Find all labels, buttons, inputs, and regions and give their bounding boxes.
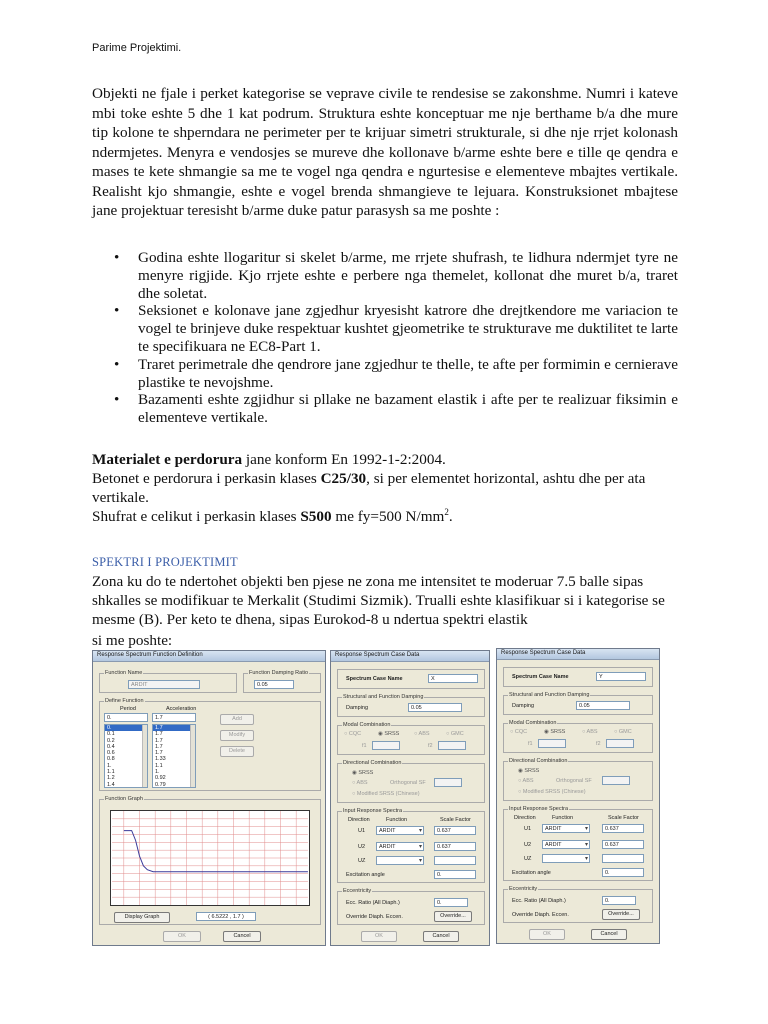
document-header: Parime Projektimi. xyxy=(92,42,182,54)
case-name-group: Spectrum Case Name Y xyxy=(503,667,653,687)
ok-button[interactable]: OK xyxy=(361,931,397,942)
input-spectra-group: Input Response Spectra Direction Function Scale Factor U1 ARDIT ▾ 0.637 U2 ARDIT ▾ 0.637 UZ ▾ Excitation angle 0. xyxy=(503,809,653,881)
define-function-group: Define Function Period Acceleration 0. 1.7 0. 0.1 0.2 0.4 0.6 0.8 1. 1.1 1.2 1.4 1.7 1.7 1.7 1.7 1.7 1.33 1.1 1. 0.92 0.79 Add Modify Delete xyxy=(99,701,321,791)
list-item[interactable]: 1.2 xyxy=(107,775,115,782)
materials-heading: Materialet e perdorura xyxy=(92,451,243,468)
radio-abs[interactable]: ○ ABS xyxy=(414,731,430,737)
function-graph-group: Function Graph Display Graph ( 6.5222 , 1.7 ) xyxy=(99,799,321,925)
radio-gmc[interactable]: ○ GMC xyxy=(446,731,464,737)
damping-group: Function Damping Ratio 0.05 xyxy=(243,673,321,693)
radio-cqc[interactable]: ○ CQC xyxy=(344,731,362,737)
excitation-angle-input[interactable]: 0. xyxy=(602,868,644,877)
list-item: • Seksionet e kolonave jane zgjedhur kryesisht katrore dhe drejtkendore me variacion te vogel te brinjeve duke respektuar kushtet gjeometrike te strukturave me duktilitet te larte te specifikuara ne EC8-Part 1. xyxy=(114,302,678,355)
spectrum-graph xyxy=(110,810,310,906)
acceleration-scrollbar[interactable] xyxy=(190,725,195,787)
list-item[interactable]: 1. xyxy=(107,762,112,769)
radio-gmc[interactable]: ○ GMC xyxy=(614,729,632,735)
directional-combination-group: Directional Combination ◉ SRSS ○ ABS Orthogonal SF ○ Modified SRSS (Chinese) xyxy=(337,763,485,803)
dialog-title: Response Spectrum Function Definition xyxy=(93,651,325,662)
uz-function-select[interactable] xyxy=(542,854,590,863)
eccentricity-group: Eccentricity Ecc. Ratio (All Diaph.) 0. Override Diaph. Eccen. Override... xyxy=(337,891,485,925)
bullet-icon: • xyxy=(114,355,120,373)
list-item[interactable]: 0.2 xyxy=(107,737,115,744)
list-item[interactable]: 0. xyxy=(105,725,147,731)
ok-button[interactable]: OK xyxy=(529,929,565,940)
u2-function-select[interactable]: ARDIT ▾ xyxy=(376,842,424,851)
steel-class: S500 xyxy=(300,508,332,525)
period-input[interactable]: 0. xyxy=(104,713,148,722)
materials-section: Materialet e perdorura jane konform En 1992-1-2:2004. Betonet e perdorura i perkasin klases C25/30, si per elementet horizontal, ashtu dhe per ata vertikale. Shufrat e celikut i perkasin klases S500 me fy=500 $N/mm^2$. xyxy=(92,451,646,525)
damping-group: Structural and Function Damping Damping 0.05 xyxy=(503,695,653,715)
f1-input[interactable] xyxy=(538,739,566,748)
u1-function-select[interactable]: ARDIT ▾ xyxy=(542,824,590,833)
function-name-input[interactable]: ARDIT xyxy=(128,680,200,689)
uz-scale-input[interactable] xyxy=(602,854,644,863)
directional-combination-group: Directional Combination ◉ SRSS ○ ABS Orthogonal SF ○ Modified SRSS (Chinese) xyxy=(503,761,653,801)
cancel-button[interactable]: Cancel xyxy=(591,929,627,940)
u1-function-select[interactable]: ARDIT ▾ xyxy=(376,826,424,835)
orthogonal-sf-input[interactable] xyxy=(602,776,630,785)
f1-input[interactable] xyxy=(372,741,400,750)
list-item[interactable]: 0.79 xyxy=(155,781,166,788)
list-item[interactable]: 1.1 xyxy=(107,769,115,776)
case-name-group: Spectrum Case Name X xyxy=(337,669,485,689)
list-item[interactable]: 1.7 xyxy=(155,743,163,750)
list-item[interactable]: 0.92 xyxy=(155,775,166,782)
list-item[interactable]: 1.7 xyxy=(155,731,163,738)
radio-dir-srss[interactable]: ◉ SRSS xyxy=(352,770,374,776)
uz-function-select[interactable] xyxy=(376,856,424,865)
list-item: • Bazamenti eshte zgjidhur si pllake ne bazament elastik i afte per te realizuar fiksimin e elementeve vertikale. xyxy=(114,391,678,427)
eccentricity-group: Eccentricity Ecc. Ratio (All Diaph.) 0. Override Diaph. Eccen. Override... xyxy=(503,889,653,923)
radio-dir-abs[interactable]: ○ ABS xyxy=(518,778,534,784)
u2-scale-input[interactable]: 0.637 xyxy=(434,842,476,851)
coordinate-readout: ( 6.5222 , 1.7 ) xyxy=(196,912,256,921)
damping-group: Structural and Function Damping Damping 0.05 xyxy=(337,697,485,717)
u1-scale-input[interactable]: 0.637 xyxy=(602,824,644,833)
u2-scale-input[interactable]: 0.637 xyxy=(602,840,644,849)
bullet-icon: • xyxy=(114,302,120,320)
orthogonal-sf-input[interactable] xyxy=(434,778,462,787)
radio-dir-modified[interactable]: ○ Modified SRSS (Chinese) xyxy=(352,791,420,797)
input-spectra-group: Input Response Spectra Direction Function Scale Factor U1 ARDIT ▾ 0.637 U2 ARDIT ▾ 0.637 UZ ▾ Excitation angle 0. xyxy=(337,811,485,883)
radio-dir-abs[interactable]: ○ ABS xyxy=(352,780,368,786)
bullet-icon: • xyxy=(114,249,120,266)
list-item[interactable]: 0.4 xyxy=(107,743,115,750)
acceleration-input[interactable]: 1.7 xyxy=(152,713,196,722)
list-item: • Godina eshte llogaritur si skelet b/arme, me rrjete shufrash, te lidhura ndermjet tyre ne menyre rigjide. Kjo rrjete eshte e perbere nga themelet, kollonat dhe muret b/a, traret dhe soletat. xyxy=(114,249,678,302)
spectrum-heading: SPEKTRI I PROJEKTIMIT xyxy=(92,555,238,569)
case-dialog-x xyxy=(330,650,490,946)
override-button[interactable]: Override... xyxy=(434,911,472,922)
case-name-input[interactable]: Y xyxy=(596,672,646,681)
design-principles-list xyxy=(92,249,678,427)
function-name-group: Function Name ARDIT xyxy=(99,673,237,693)
case-dialog-y xyxy=(496,648,660,944)
damping-input[interactable]: 0.05 xyxy=(576,701,630,710)
display-graph-button[interactable]: Display Graph xyxy=(114,912,170,923)
add-button[interactable]: Add xyxy=(220,714,254,725)
modify-button[interactable]: Modify xyxy=(220,730,254,741)
intro-paragraph: Objekti ne fjale i perket kategorise se veprave civile te rendesise se zakonshme. Numri i kateve mbi toke eshte 5 dhe 1 kat podrum. Struktura eshte konceptuar me nje berthame b/a dhe mure tip kolone te shperndara ne perimeter per te krijuar simetri strukturale, si dhe nje rrjet kolonash ndermjetes. Menyra e vendosjes se mureve dhe kollonave b/arme eshte bere e tille qe qendra e mases te kete shmangie sa me te vogel nga qendra e ngurtesise e elementeve mbajtes vertikale. Realisht kjo shmangie, eshte e vogel brenda shmangieve te lejuara. Konstruksionet mbajtese jane projektuar teresisht b/arme duke patur parasysh sa me poshte : xyxy=(92,85,678,219)
list-item[interactable]: 1.7 xyxy=(155,737,163,744)
damping-ratio-input[interactable]: 0.05 xyxy=(254,680,294,689)
u1-scale-input[interactable]: 0.637 xyxy=(434,826,476,835)
period-scrollbar[interactable] xyxy=(142,725,147,787)
dialog-title: Response Spectrum Case Data xyxy=(497,649,659,660)
list-item[interactable]: 0.8 xyxy=(107,756,115,763)
spectrum-paragraph: Zona ku do te ndertohet objekti ben pjese ne zona me intensitet te moderuar 7.5 balle sipas shkalles se modifikuar te Merkalit (Studimi Sizmik). Trualli eshte klasifikuar si i kategorise se mesme (B). Per keto te dhena, sipas Eurokod-8 u ndertua spektri elastik xyxy=(92,573,665,628)
radio-dir-modified[interactable]: ○ Modified SRSS (Chinese) xyxy=(518,789,586,795)
list-item[interactable]: 0.6 xyxy=(107,750,115,757)
ok-button[interactable]: OK xyxy=(163,931,201,942)
radio-srss[interactable]: ◉ SRSS xyxy=(378,731,400,737)
list-item[interactable]: 1.33 xyxy=(155,756,166,763)
list-item[interactable]: 0.1 xyxy=(107,731,115,738)
f2-input[interactable] xyxy=(438,741,466,750)
damping-input[interactable]: 0.05 xyxy=(408,703,462,712)
uz-scale-input[interactable] xyxy=(434,856,476,865)
cancel-button[interactable]: Cancel xyxy=(223,931,261,942)
u2-function-select[interactable]: ARDIT ▾ xyxy=(542,840,590,849)
dialog-title: Response Spectrum Case Data xyxy=(331,651,489,662)
excitation-angle-input[interactable]: 0. xyxy=(434,870,476,879)
f2-input[interactable] xyxy=(606,739,634,748)
list-item: • Traret perimetrale dhe qendrore jane zgjedhur te thelle, te afte per formimin e cernierave plastike te nevojshme. xyxy=(114,355,678,391)
list-item[interactable]: 1.7 xyxy=(155,750,163,757)
function-definition-dialog xyxy=(92,650,326,946)
list-item[interactable]: 1.7 xyxy=(153,725,195,731)
radio-srss[interactable]: ◉ SRSS xyxy=(544,729,566,735)
delete-button[interactable]: Delete xyxy=(220,746,254,757)
cancel-button[interactable]: Cancel xyxy=(423,931,459,942)
radio-abs[interactable]: ○ ABS xyxy=(582,729,598,735)
bullet-icon: • xyxy=(114,391,120,409)
override-button[interactable]: Override... xyxy=(602,909,640,920)
radio-cqc[interactable]: ○ CQC xyxy=(510,729,528,735)
list-item[interactable]: 1. xyxy=(155,769,160,776)
ecc-ratio-input[interactable]: 0. xyxy=(434,898,468,907)
ecc-ratio-input[interactable]: 0. xyxy=(602,896,636,905)
modal-combination-group: Modal Combination ○ CQC ◉ SRSS ○ ABS ○ GMC f1 f2 xyxy=(337,725,485,755)
modal-combination-group: Modal Combination ○ CQC ◉ SRSS ○ ABS ○ GMC f1 f2 xyxy=(503,723,653,753)
radio-dir-srss[interactable]: ◉ SRSS xyxy=(518,768,540,774)
concrete-class: C25/30 xyxy=(320,470,367,487)
case-name-input[interactable]: X xyxy=(428,674,478,683)
list-item[interactable]: 1.4 xyxy=(107,781,115,788)
list-item[interactable]: 1.1 xyxy=(155,762,163,769)
spectrum-last-line: si me poshte: xyxy=(92,632,173,649)
